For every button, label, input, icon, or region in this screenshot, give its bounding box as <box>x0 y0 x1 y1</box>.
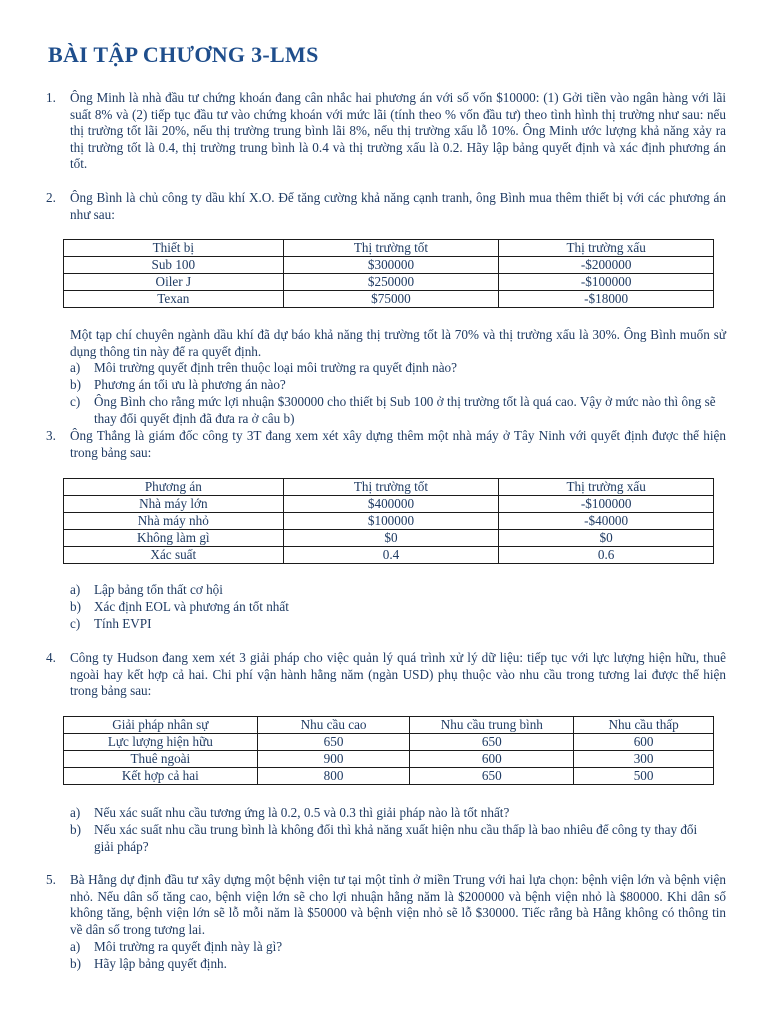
question-text: Ông Bình là chủ công ty dầu khí X.O. Để tăng cường khả năng cạnh tranh, ông Bình mua thêm thiết bị với các phương án như sau: <box>70 190 726 222</box>
sub-label: a) <box>70 805 81 820</box>
table-header-row <box>64 717 714 734</box>
table-cell: 650 <box>410 734 574 751</box>
table-cell: Thuê ngoài <box>64 751 258 768</box>
table-cell: $300000 <box>283 257 499 274</box>
q5-sub-a <box>70 939 720 956</box>
sub-label: b) <box>70 956 81 971</box>
paragraph-text: Một tạp chí chuyên ngành dầu khí đã dự báo khả năng thị trường tốt là 70% và thị trường xấu là 30%. Ông Bình muốn sử dụng thông tin này để ra quyết định. <box>70 327 726 359</box>
table-header-cell: Thị trường tốt <box>283 240 499 257</box>
table-cell: -$100000 <box>499 496 714 513</box>
table-cell: Nhà máy nhỏ <box>64 513 284 530</box>
table-row <box>64 547 714 564</box>
table-cell: 300 <box>574 751 714 768</box>
sub-text: Ông Bình cho rằng mức lợi nhuận $300000 cho thiết bị Sub 100 ở thị trường tốt là quá cao. Vậy ở mức nào thì ông sẽ thay đổi quyết định đã đưa ra ở câu b) <box>94 394 716 426</box>
q3-sub-c <box>70 616 720 633</box>
question-4 <box>46 650 726 700</box>
table-cell: 650 <box>257 734 410 751</box>
sub-text: Môi trường quyết định trên thuộc loại môi trường ra quyết định nào? <box>94 360 457 375</box>
question-number: 5. <box>46 872 56 887</box>
sub-text: Nếu xác suất nhu cầu trung bình là không đổi thì khả năng xuất hiện nhu cầu thấp là bao nhiêu để công ty thay đổi giải pháp? <box>94 822 698 854</box>
sub-text: Xác định EOL và phương án tốt nhất <box>94 599 289 614</box>
q2-sub-a <box>70 360 720 377</box>
table-cell: 900 <box>257 751 410 768</box>
table-cell: Sub 100 <box>64 257 284 274</box>
table-row <box>64 496 714 513</box>
question-text: Bà Hằng dự định đầu tư xây dựng một bệnh viện tư tại một tỉnh ở miền Trung với hai lựa chọn: bệnh viện lớn và bệnh viện nhỏ. Nếu dân số tăng cao, bệnh viện lớn sẽ cho lợi nhuận hằng năm là $200000 và bệnh viện nhỏ là $80000. Khi dân số không tăng, bệnh viện lớn sẽ lỗ mỗi năm là $50000 và bệnh viện nhỏ sẽ lỗ $30000. Tiếc rằng bà Hằng không có thông tin về dân số trong tương lai. <box>70 872 726 937</box>
table-cell: 600 <box>410 751 574 768</box>
table-row <box>64 751 714 768</box>
table-header-row <box>64 479 714 496</box>
table-header-cell: Thị trường xấu <box>499 240 714 257</box>
page-title: BÀI TẬP CHƯƠNG 3-LMS <box>48 42 319 67</box>
table-cell: Xác suất <box>64 547 284 564</box>
table-cell: Không làm gì <box>64 530 284 547</box>
question-text: Công ty Hudson đang xem xét 3 giải pháp cho việc quản lý quá trình xử lý dữ liệu: tiếp tục với lực lượng hiện hữu, thuê ngoài hay kết hợp cả hai. Chi phí vận hành hằng năm (ngàn USD) phụ thuộc vào nhu cầu trong tương lai được thể hiện trong bảng sau: <box>70 650 726 699</box>
table-cell: $0 <box>499 530 714 547</box>
table-cell: Texan <box>64 291 284 308</box>
sub-text: Hãy lập bảng quyết định. <box>94 956 227 971</box>
sub-label: b) <box>70 377 81 392</box>
table-cell: $250000 <box>283 274 499 291</box>
q3-sub-a <box>70 582 720 599</box>
table-cell: 800 <box>257 768 410 785</box>
q2-sub-b <box>70 377 720 394</box>
table-row <box>64 734 714 751</box>
q2-table <box>63 239 714 308</box>
sub-text: Tính EVPI <box>94 616 152 631</box>
table-row <box>64 768 714 785</box>
sub-label: a) <box>70 939 81 954</box>
sub-label: c) <box>70 616 81 631</box>
table-cell: $0 <box>283 530 499 547</box>
q4-sub-a <box>70 805 720 822</box>
sub-text: Phương án tối ưu là phương án nào? <box>94 377 286 392</box>
table-header-cell: Nhu cầu trung bình <box>410 717 574 734</box>
q3-table <box>63 478 714 564</box>
table-cell: Oiler J <box>64 274 284 291</box>
question-5 <box>46 872 726 938</box>
table-cell: $100000 <box>283 513 499 530</box>
table-cell: -$40000 <box>499 513 714 530</box>
question-number: 4. <box>46 650 56 665</box>
question-2 <box>46 190 726 223</box>
table-cell: Nhà máy lớn <box>64 496 284 513</box>
sub-label: b) <box>70 822 81 837</box>
table-cell: 500 <box>574 768 714 785</box>
table-cell: 0.6 <box>499 547 714 564</box>
table-row <box>64 291 714 308</box>
sub-text: Lập bảng tổn thất cơ hội <box>94 582 223 597</box>
sub-text: Môi trường ra quyết định này là gì? <box>94 939 283 954</box>
sub-text: Nếu xác suất nhu cầu tương ứng là 0.2, 0.5 và 0.3 thì giải pháp nào là tốt nhất? <box>94 805 510 820</box>
table-header-cell: Giải pháp nhân sự <box>64 717 258 734</box>
sub-label: c) <box>70 394 81 409</box>
question-number: 2. <box>46 190 56 205</box>
table-header-cell: Nhu cầu thấp <box>574 717 714 734</box>
question-3 <box>46 428 726 461</box>
table-header-cell: Phương án <box>64 479 284 496</box>
question-text: Ông Minh là nhà đầu tư chứng khoán đang cân nhắc hai phương án với số vốn $10000: (1) Gởi tiền vào ngân hàng với lãi suất 8% và (2) tiếp tục đầu tư vào chứng khoán với mức lãi (tính theo % vốn đầu tư) theo tình hình thị trường như sau: nếu thị trường tốt lãi 20%, nếu thị trường trung bình lãi 8%, nếu thị trường xấu lỗ 10%. Ông Minh ước lượng khả năng xảy ra thị trường tốt là 0.4, thị trường trung bình là 0.4 và thị trường xấu là 0.2. Hãy lập bảng quyết định và xác định phương án tốt. <box>70 90 726 172</box>
sub-label: a) <box>70 582 81 597</box>
table-row <box>64 513 714 530</box>
table-cell: $75000 <box>283 291 499 308</box>
table-cell: 650 <box>410 768 574 785</box>
table-cell: -$18000 <box>499 291 714 308</box>
table-row <box>64 257 714 274</box>
q2-sub-c <box>70 394 720 427</box>
table-cell: Kết hợp cả hai <box>64 768 258 785</box>
q3-sub-b <box>70 599 720 616</box>
table-row <box>64 274 714 291</box>
q4-sub-b <box>70 822 720 855</box>
table-header-cell: Nhu cầu cao <box>257 717 410 734</box>
table-header-cell: Thị trường xấu <box>499 479 714 496</box>
table-header-row <box>64 240 714 257</box>
question-number: 1. <box>46 90 56 105</box>
table-cell: -$200000 <box>499 257 714 274</box>
table-header-cell: Thiết bị <box>64 240 284 257</box>
table-cell: 0.4 <box>283 547 499 564</box>
table-row <box>64 530 714 547</box>
table-cell: 600 <box>574 734 714 751</box>
q4-table <box>63 716 714 785</box>
question-number: 3. <box>46 428 56 443</box>
table-cell: Lực lượng hiện hữu <box>64 734 258 751</box>
table-cell: $400000 <box>283 496 499 513</box>
sub-label: a) <box>70 360 81 375</box>
sub-label: b) <box>70 599 81 614</box>
q5-sub-b <box>70 956 720 973</box>
table-cell: -$100000 <box>499 274 714 291</box>
question-text: Ông Thắng là giám đốc công ty 3T đang xem xét xây dựng thêm một nhà máy ở Tây Ninh với quyết định được thể hiện trong bảng sau: <box>70 428 726 460</box>
question-1 <box>46 90 726 173</box>
table-header-cell: Thị trường tốt <box>283 479 499 496</box>
q2-paragraph <box>46 327 726 360</box>
